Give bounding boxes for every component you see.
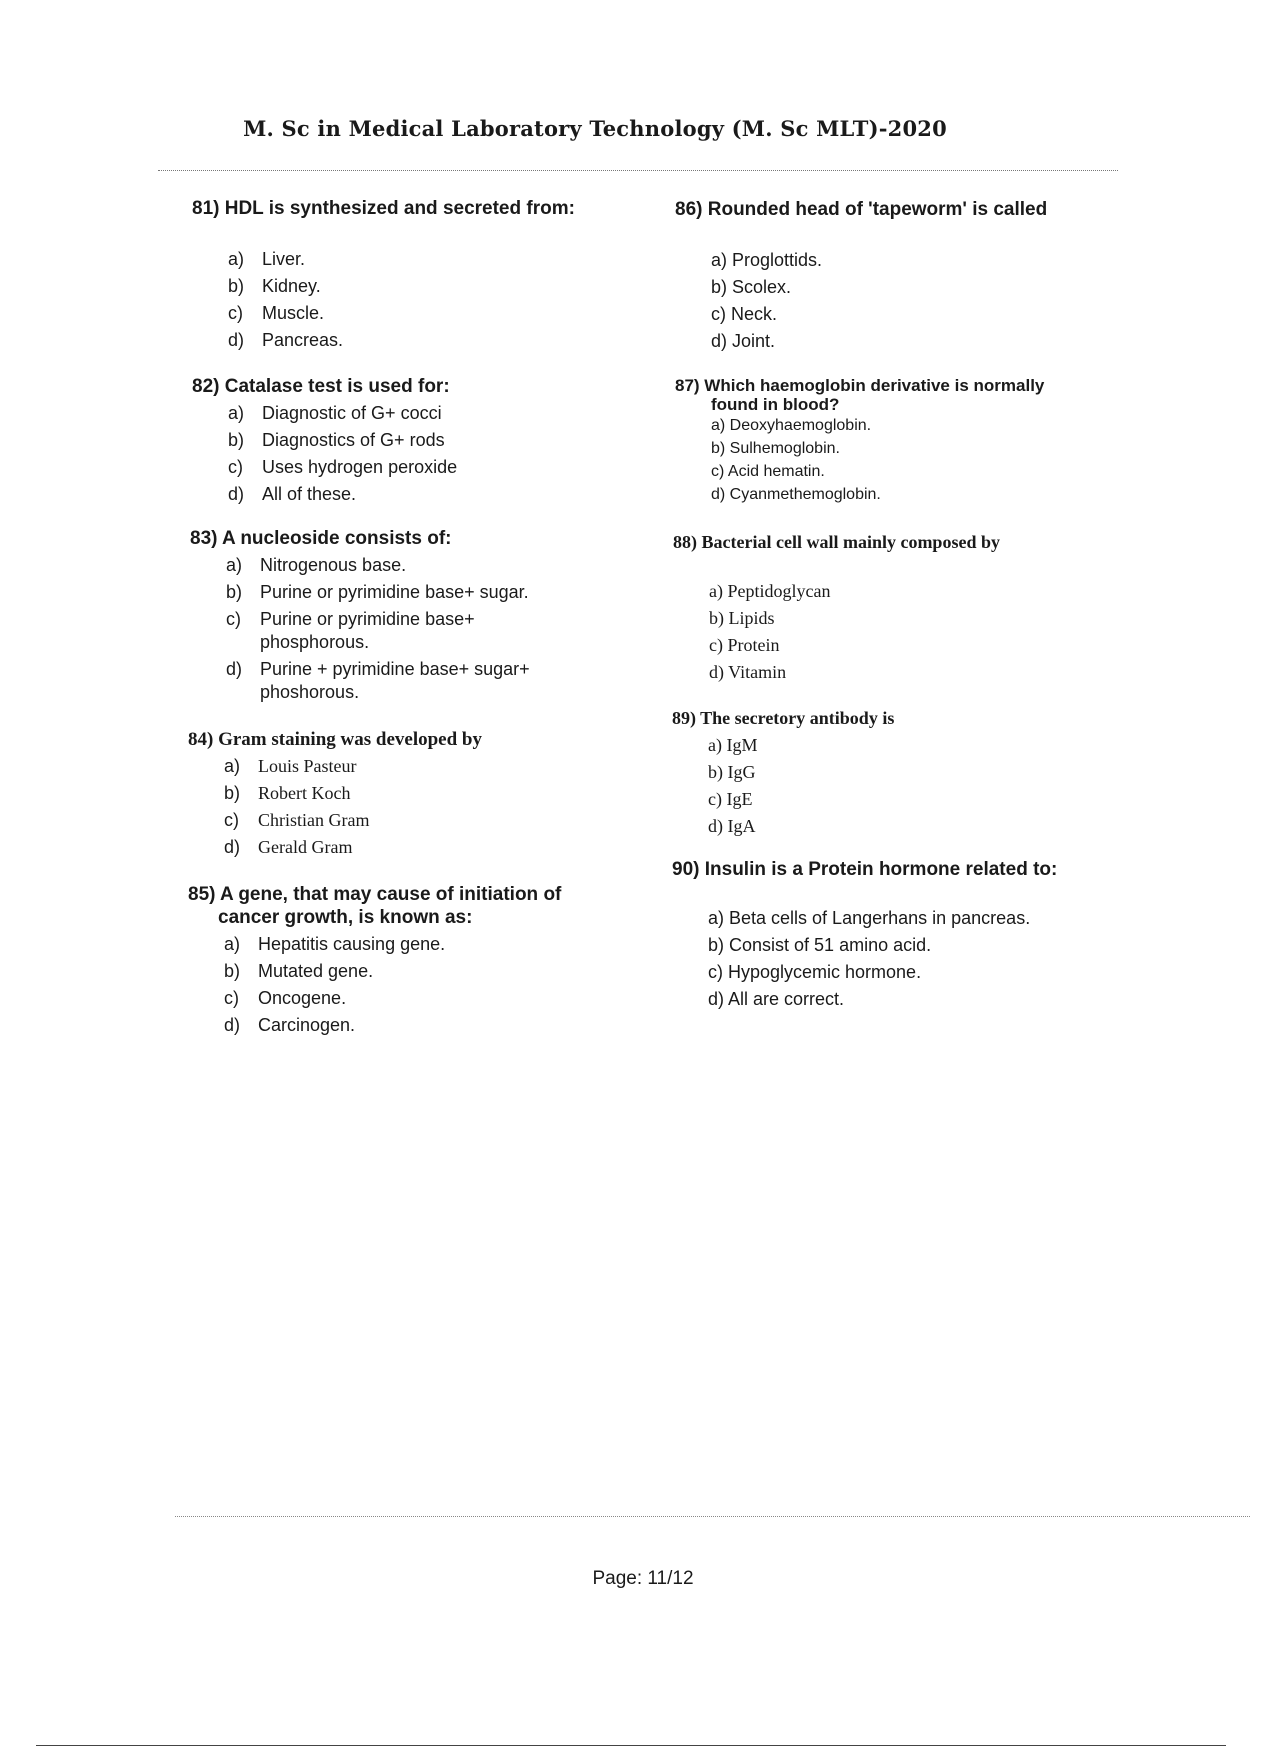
option-c: c) Oncogene. — [224, 988, 347, 1008]
option-b: b) Robert Koch — [224, 783, 351, 803]
option-b: b) Purine or pyrimidine base+ sugar. — [226, 582, 529, 602]
option-d: d) All of these. — [228, 484, 357, 504]
option-d: d) IgA — [708, 816, 756, 836]
option-c: c) Protein — [709, 635, 780, 655]
option-a: a) Deoxyhaemoglobin. — [711, 417, 872, 434]
option-a: a) IgM — [708, 735, 758, 755]
option-c: c) Neck. — [711, 304, 778, 324]
question-84 — [188, 728, 628, 863]
option-a: a) Beta cells of Langerhans in pancreas. — [708, 908, 1031, 928]
question-87 — [675, 376, 1135, 508]
option-b: b) Lipids — [709, 608, 775, 628]
option-d: d) Carcinogen. — [224, 1015, 356, 1035]
option-b: b) Sulhemoglobin. — [711, 440, 840, 457]
question-text: 81) HDL is synthesized and secreted from: — [192, 198, 575, 219]
question-text: 82) Catalase test is used for: — [192, 376, 450, 397]
question-text: 84) Gram staining was developed by — [188, 729, 482, 750]
option-c: c) Hypoglycemic hormone. — [708, 962, 922, 982]
option-a: a) Peptidoglycan — [709, 581, 831, 601]
page-number: Page: 11/12 — [592, 1568, 694, 1589]
question-81 — [192, 197, 632, 356]
option-d: d) Gerald Gram — [224, 837, 353, 857]
question-83 — [190, 527, 630, 708]
question-90 — [672, 858, 1152, 1015]
option-b: b) Diagnostics of G+ rods — [228, 430, 445, 450]
option-b: b) Mutated gene. — [224, 961, 374, 981]
option-c: c) Christian Gram — [224, 810, 370, 830]
question-88 — [673, 531, 1133, 688]
option-a: a) Hepatitis causing gene. — [224, 934, 446, 954]
question-82 — [192, 375, 632, 510]
question-85 — [188, 883, 628, 1041]
option-d: d) Purine + pyrimidine base+ sugar+ phoshorous. — [226, 659, 530, 702]
page-title: M. Sc in Medical Laboratory Technology (M. Sc MLT)-2020 — [243, 116, 947, 141]
footer-divider — [175, 1516, 1250, 1517]
question-text: 83) A nucleoside consists of: — [190, 528, 452, 549]
header-divider — [158, 170, 1118, 171]
option-c: c) Acid hematin. — [711, 463, 825, 480]
question-text: 87) Which haemoglobin derivative is normally found in blood? — [675, 376, 1045, 414]
option-d: d) Vitamin — [709, 662, 787, 682]
question-text: 86) Rounded head of 'tapeworm' is called — [675, 199, 1048, 220]
question-text: 88) Bacterial cell wall mainly composed by — [673, 532, 1000, 552]
question-text: 90) Insulin is a Protein hormone related to: — [672, 859, 1058, 880]
option-c: c) Muscle. — [228, 303, 325, 323]
option-d: d) Pancreas. — [228, 330, 344, 350]
option-b: b) Kidney. — [228, 276, 321, 296]
option-c: c) Uses hydrogen peroxide — [228, 457, 458, 477]
option-c: c) Purine or pyrimidine base+ phosphorous. — [226, 609, 475, 652]
option-a: a) Proglottids. — [711, 250, 823, 270]
option-d: d) All are correct. — [708, 989, 845, 1009]
question-text: 85) A gene, that may cause of initiation of cancer growth, is known as: — [188, 884, 562, 928]
question-text: 89) The secretory antibody is — [672, 708, 895, 728]
option-c: c) IgE — [708, 789, 753, 809]
option-b: b) IgG — [708, 762, 756, 782]
option-a: a) Nitrogenous base. — [226, 555, 407, 575]
option-a: a) Liver. — [228, 249, 306, 269]
question-86 — [675, 198, 1135, 357]
option-b: b) Consist of 51 amino acid. — [708, 935, 932, 955]
option-a: a) Diagnostic of G+ cocci — [228, 403, 442, 423]
option-a: a) Louis Pasteur — [224, 756, 357, 776]
question-89 — [672, 707, 1132, 842]
option-d: d) Cyanmethemoglobin. — [711, 486, 881, 503]
option-d: d) Joint. — [711, 331, 776, 351]
bottom-edge-line — [36, 1745, 1226, 1746]
option-b: b) Scolex. — [711, 277, 792, 297]
